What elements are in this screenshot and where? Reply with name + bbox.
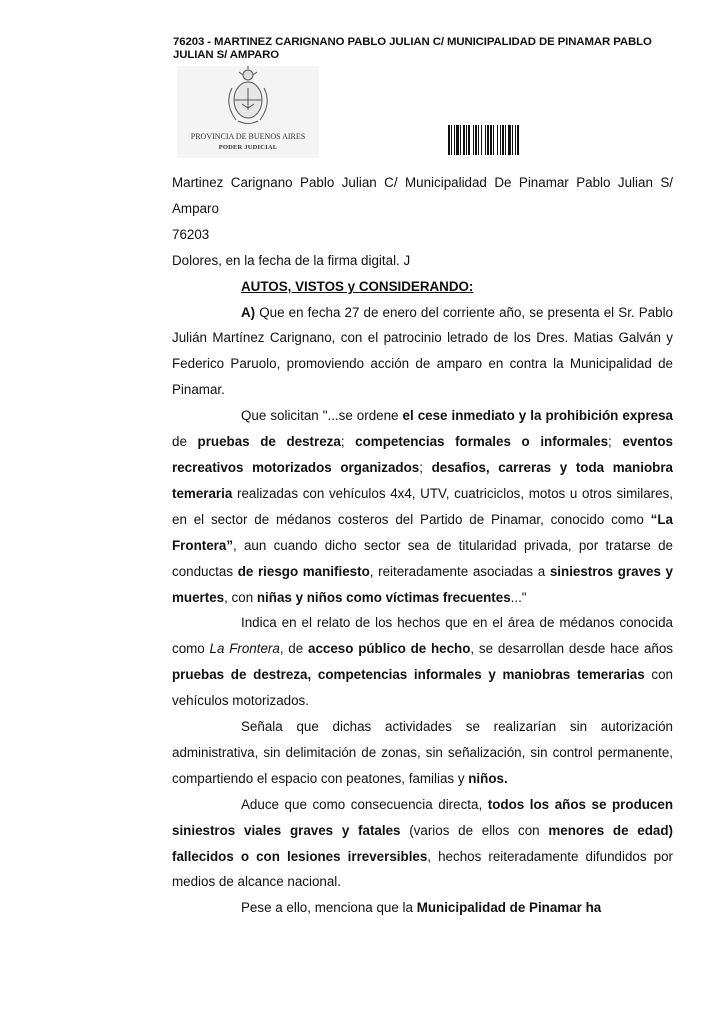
barcode (448, 125, 556, 155)
paragraph-a: A) Que en fecha 27 de enero del corriente año, se presenta el Sr. Pablo Julián Martínez Carignano, con el patrocinio letrado de los Dres. Matias Galván y Federico Paruolo, promoviendo acción de amparo en contra la Municipalidad de Pinamar. (172, 304, 673, 398)
case-number: 76203 (172, 226, 210, 242)
case-header-title: 76203 - MARTINEZ CARIGNANO PABLO JULIAN C/ MUNICIPALIDAD DE PINAMAR PABLO JULIAN S/ AMPARO (173, 36, 652, 61)
place-date: Dolores, en la fecha de la firma digital. J (172, 252, 411, 268)
paragraph-actividades: Señala que dichas actividades se realizarían sin autorización administrativa, sin delimitación de zonas, sin señalización, sin control permanente, compartiendo el espacio con peatones, familias y niños. (172, 719, 673, 786)
paragraph-a-label: A) (241, 304, 256, 320)
seal-caption-province: PROVINCIA DE BUENOS AIRES (190, 132, 306, 141)
paragraph-consecuencia: Aduce que como consecuencia directa, todos los años se producen siniestros viales graves y fatales (varios de ellos con menores de edad) fallecidos o con lesiones irreversibles, hechos reiteradamente difundidos por medios de alcance nacional. (172, 796, 673, 890)
paragraph-municipalidad: Pese a ello, menciona que la Municipalidad de Pinamar ha (241, 900, 602, 916)
seal-caption-judiciary: PODER JUDICIAL (218, 144, 278, 151)
seal-caption (177, 131, 319, 153)
caratula-text: Martinez Carignano Pablo Julian C/ Municipalidad De Pinamar Pablo Julian S/ Amparo (172, 175, 673, 216)
paragraph-hechos: Indica en el relato de los hechos que en el área de médanos conocida como La Frontera, de acceso público de hecho, se desarrollan desde hace años pruebas de destreza, competencias informales y maniobras temerarias con vehículos motorizados. (172, 615, 673, 709)
paragraph-solicitud: Que solicitan "...se ordene el cese inmediato y la prohibición expresa de pruebas de destreza; competencias formales o informales; eventos recreativos motorizados organizados; desafios, carreras y toda maniobra temeraria realizadas con vehículos 4x4, UTV, cuatriciclos, motos u otros similares, en el sector de médanos costeros del Partido de Pinamar, conocido como “La Frontera”, aun cuando dicho sector sea de titularidad privada, por tratarse de conductas de riesgo manifiesto, reiteradamente asociadas a siniestros graves y muertes, con niñas y niños como víctimas frecuentes..." (172, 408, 674, 605)
document-body (172, 170, 673, 921)
section-heading: AUTOS, VISTOS y CONSIDERANDO: (241, 278, 474, 294)
